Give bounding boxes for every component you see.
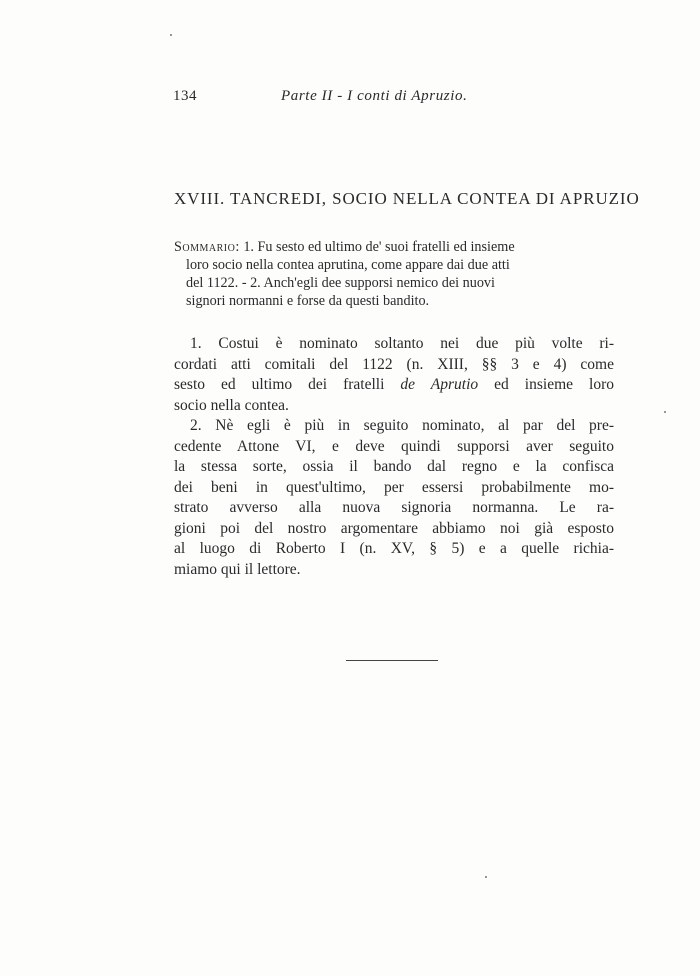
summary-line bbox=[174, 238, 614, 256]
paragraph-2-line: al luogo di Roberto I (n. XV, § 5) e a quelle richia- bbox=[174, 540, 614, 557]
summary-label: Sommario: bbox=[174, 239, 240, 255]
paragraph-1-line: socio nella contea. bbox=[174, 396, 289, 414]
body-text bbox=[174, 334, 614, 580]
paragraph-2-line: dei beni in quest'ultimo, per essersi probabilmente mo- bbox=[174, 478, 614, 496]
paragraph-2-line: gioni poi del nostro argomentare abbiamo noi già esposto bbox=[174, 519, 614, 537]
paragraph-2-line: 2. Nè egli è più in seguito nominato, al par del pre- bbox=[190, 417, 614, 434]
text-run: ed insieme loro bbox=[478, 376, 615, 393]
paragraph-2-line: strato avverso alla nuova signoria normanna. Le ra- bbox=[174, 499, 614, 516]
paragraph-1-line: 1. Costui è nominato soltanto nei due più volte ri- bbox=[190, 335, 614, 352]
paragraph-1-line bbox=[174, 375, 614, 396]
page-number: 134 bbox=[173, 88, 197, 104]
scan-speck bbox=[485, 876, 487, 878]
section-end-rule bbox=[346, 660, 438, 661]
summary-text: 1. Fu sesto ed ultimo de' suoi fratelli ed insieme bbox=[239, 239, 515, 255]
paragraph-2-line: cedente Attone VI, e deve quindi supporsi aver seguito bbox=[174, 437, 614, 455]
paragraph-1-line: cordati atti comitali del 1122 (n. XIII, §§ 3 e 4) come bbox=[174, 355, 614, 373]
running-header bbox=[173, 88, 533, 108]
summary-line: loro socio nella contea aprutina, come appare dai due atti bbox=[186, 257, 510, 273]
text-run: sesto ed ultimo dei fratelli bbox=[174, 376, 401, 393]
scan-speck bbox=[170, 34, 172, 36]
paragraph-2-line: la stessa sorte, ossia il bando dal regno e la confisca bbox=[174, 458, 614, 475]
summary-line: signori normanni e forse da questi bandito. bbox=[186, 293, 430, 309]
paragraph-2-line: miamo qui il lettore. bbox=[174, 560, 301, 578]
italic-place-name: de Aprutio bbox=[400, 376, 479, 393]
summary-line: del 1122. - 2. Anch'egli dee supporsi nemico dei nuovi bbox=[186, 275, 495, 291]
chapter-summary bbox=[174, 238, 614, 310]
running-title: Parte II - I conti di Apruzio. bbox=[281, 88, 468, 104]
scan-speck bbox=[664, 411, 666, 413]
chapter-title: XVIII. TANCREDI, SOCIO NELLA CONTEA DI APRUZIO bbox=[174, 189, 640, 208]
